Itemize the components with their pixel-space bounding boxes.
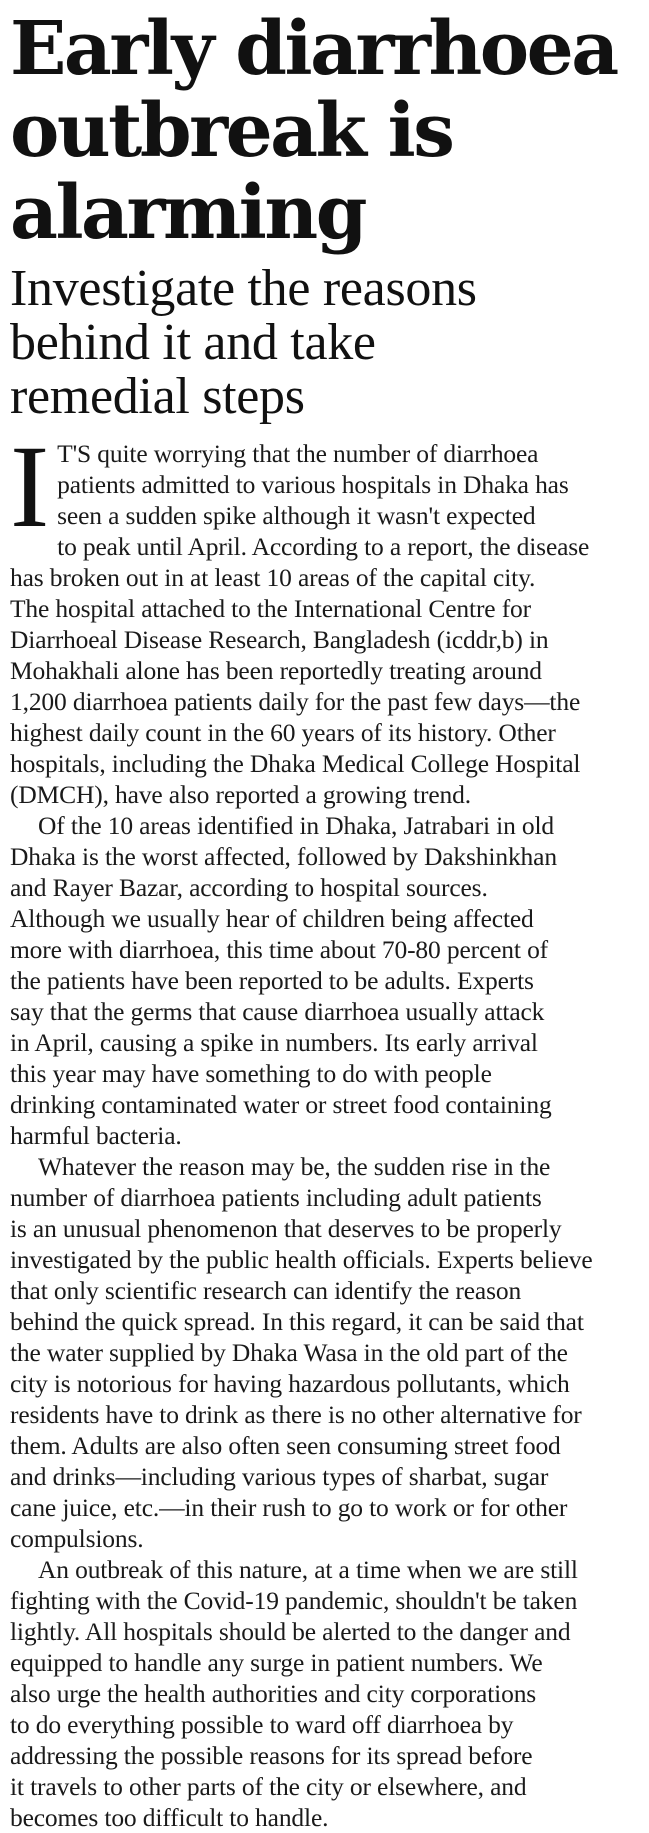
body-line: in April, causing a spike in numbers. Its early arrival [10,1028,538,1057]
headline-line: outbreak is [10,88,453,174]
body-line: patients admitted to various hospitals in Dhaka has [57,470,569,499]
body-line: residents have to drink as there is no other alternative for [10,1400,582,1429]
body-line: harmful bacteria. [10,1121,182,1150]
body-line: this year may have something to do with people [10,1059,492,1088]
subheadline [10,262,640,424]
body-line: cane juice, etc.—in their rush to go to work or for other [10,1493,568,1522]
body-line: drinking contaminated water or street food containing [10,1090,552,1119]
body-line: to peak until April. According to a report, the disease [57,532,590,561]
body-line: T'S quite worrying that the number of diarrhoea [57,439,539,468]
body-line: Mohakhali alone has been reportedly treating around [10,656,542,685]
body-line: the patients have been reported to be adults. Experts [10,966,534,995]
body-line: more with diarrhoea, this time about 70-80 percent of [10,935,549,964]
paragraph-3 [10,1151,640,1554]
paragraph-4 [10,1554,640,1833]
body-line: is an unusual phenomenon that deserves to be properly [10,1214,562,1243]
body-line: that only scientific research can identify the reason [10,1276,522,1305]
body-line: also urge the health authorities and city corporations [10,1679,537,1708]
subheadline-line: remedial steps [10,368,305,425]
body-line: say that the germs that cause diarrhoea usually attack [10,997,545,1026]
body-line: addressing the possible reasons for its spread before [10,1741,533,1770]
body-line: Diarrhoeal Disease Research, Bangladesh (icddr,b) in [10,625,549,654]
body-line: fighting with the Covid-19 pandemic, shouldn't be taken [10,1586,578,1615]
paragraph-2 [10,810,640,1151]
body-line: has broken out in at least 10 areas of the capital city. [10,563,536,592]
body-line: it travels to other parts of the city or elsewhere, and [10,1772,527,1801]
body-line: to do everything possible to ward off diarrhoea by [10,1710,514,1739]
body-line: Of the 10 areas identified in Dhaka, Jatrabari in old [38,811,555,840]
body-line: highest daily count in the 60 years of its history. Other [10,718,556,747]
body-line: Dhaka is the worst affected, followed by Dakshinkhan [10,842,557,871]
body-line: lightly. All hospitals should be alerted to the danger and [10,1617,571,1646]
body-line: and drinks—including various types of sharbat, sugar [10,1462,549,1491]
body-line: city is notorious for having hazardous pollutants, which [10,1369,570,1398]
subheadline-line: Investigate the reasons [10,260,477,317]
body-line: number of diarrhoea patients including adult patients [10,1183,542,1212]
paragraph-1 [10,421,640,810]
body-line: compulsions. [10,1524,144,1553]
body-line: the water supplied by Dhaka Wasa in the old part of the [10,1338,568,1367]
body-line: equipped to handle any surge in patient numbers. We [10,1648,543,1677]
body-line: becomes too difficult to handle. [10,1803,329,1832]
body-line: seen a sudden spike although it wasn't expected [57,501,536,530]
body-line: 1,200 diarrhoea patients daily for the past few days—the [10,687,581,716]
body-line: and Rayer Bazar, according to hospital sources. [10,873,488,902]
body-line: The hospital attached to the International Centre for [10,594,531,623]
article-body [10,421,640,1833]
body-line: them. Adults are also often seen consuming street food [10,1431,561,1460]
body-line: investigated by the public health officials. Experts believe [10,1245,593,1274]
body-line: An outbreak of this nature, at a time when we are still [38,1555,578,1584]
editorial-article [10,8,640,1833]
headline [10,8,640,254]
body-line: behind the quick spread. In this regard, it can be said that [10,1307,584,1336]
subheadline-line: behind it and take [10,314,376,371]
headline-line: Early diarrhoea [10,6,617,92]
drop-cap: I [10,421,50,552]
headline-line: alarming [10,170,365,256]
body-line: hospitals, including the Dhaka Medical College Hospital [10,749,581,778]
body-line: Although we usually hear of children being affected [10,904,534,933]
body-line: Whatever the reason may be, the sudden rise in the [38,1152,551,1181]
body-line: (DMCH), have also reported a growing trend. [10,780,471,809]
